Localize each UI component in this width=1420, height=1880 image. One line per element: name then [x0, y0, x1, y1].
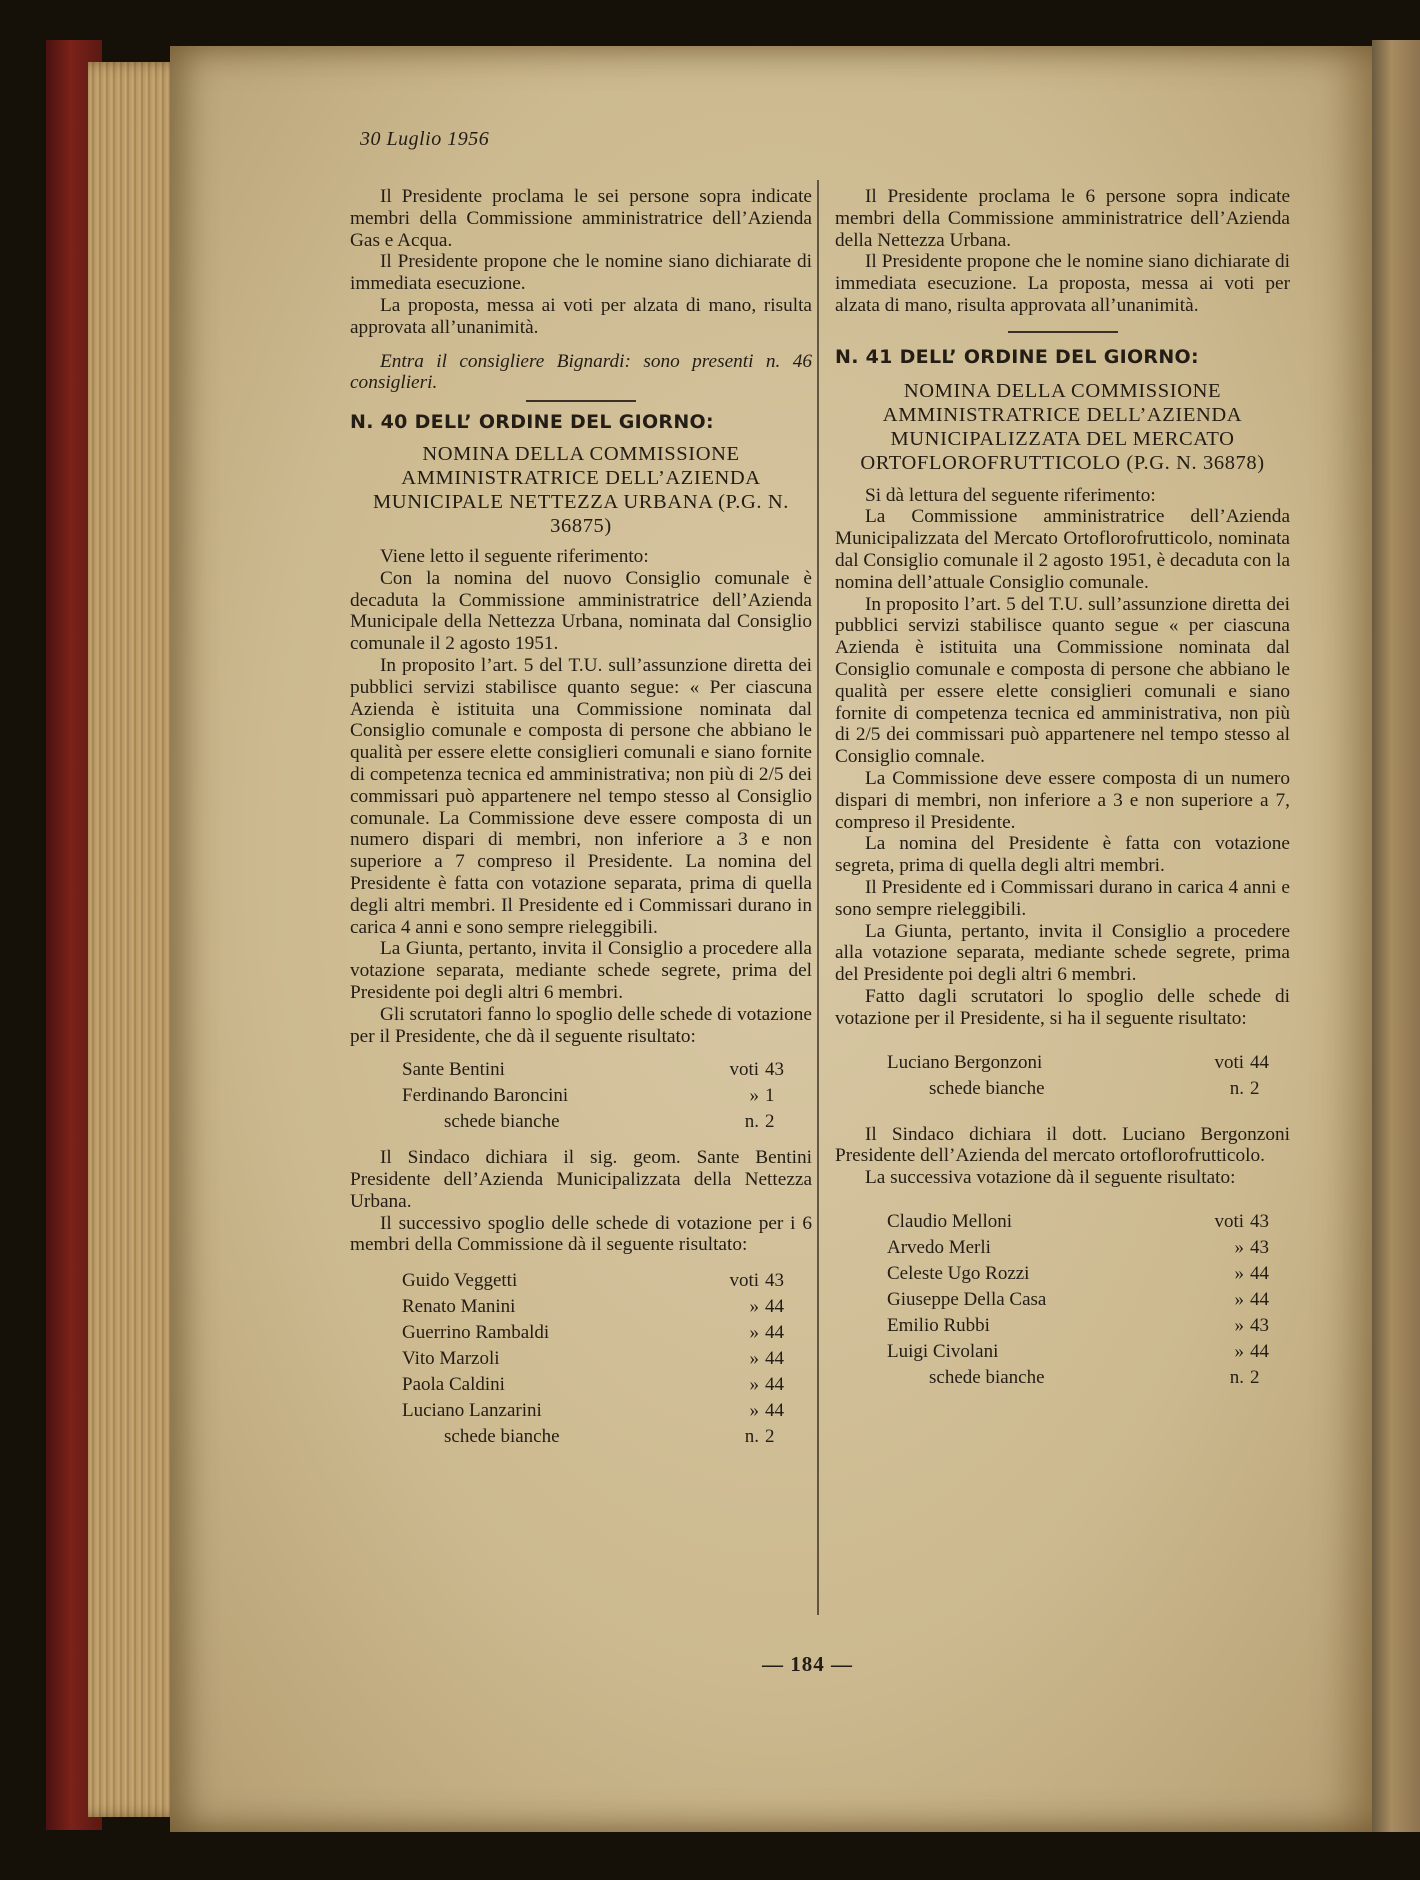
paragraph: Si dà lettura del seguente riferimento:: [865, 484, 1156, 506]
blank-ballots-prefix: n.: [744, 1111, 759, 1133]
vote-label: voti: [1214, 1210, 1244, 1232]
candidate-name: Emilio Rubbi: [887, 1314, 990, 1336]
candidate-name: Giuseppe Della Casa: [887, 1288, 1047, 1310]
section-heading: N. 41 DELL’ ORDINE DEL GIORNO:: [835, 345, 1199, 368]
paragraph: Il Presidente proclama le sei persone sopra indicate membri della Commissione amministratrice dell’Azienda Gas e Acqua.: [350, 186, 812, 251]
vote-row: [887, 1313, 1290, 1339]
blank-ballots-label: schede bianche: [929, 1077, 1045, 1099]
vote-label: voti: [729, 1270, 759, 1292]
blank-ballots-count: 2: [1250, 1077, 1260, 1099]
vote-label: »: [1234, 1262, 1244, 1284]
blank-ballots-count: 2: [765, 1111, 775, 1133]
vote-label: »: [1234, 1288, 1244, 1310]
vote-count: 43: [1250, 1236, 1269, 1258]
candidate-name: Renato Manini: [402, 1296, 516, 1318]
section-title: NOMINA DELLA COMMISSIONE AMMINISTRATRICE DELL’AZIENDA MUNICIPALIZZATA DEL MERCATO ORTOFLOROFRUTTICOLO (P.G. N. 36878): [860, 379, 1265, 474]
vote-count: 43: [765, 1270, 784, 1292]
vote-label: »: [1234, 1340, 1244, 1362]
paragraph: Il Sindaco dichiara il dott. Luciano Bergonzoni Presidente dell’Azienda del mercato ortoflorofrutticolo.: [835, 1123, 1290, 1167]
candidate-name: Luigi Civolani: [887, 1340, 999, 1362]
blank-ballots-row: [887, 1076, 1290, 1102]
section-heading: N. 40 DELL’ ORDINE DEL GIORNO:: [350, 411, 714, 434]
candidate-name: Arvedo Merli: [887, 1236, 991, 1258]
vote-label: voti: [729, 1059, 759, 1081]
vote-row: [887, 1261, 1290, 1287]
paragraph: Fatto dagli scrutatori lo spoglio delle schede di votazione per il Presidente, si ha il seguente risultato:: [835, 985, 1290, 1029]
vote-row: [402, 1320, 805, 1346]
vote-count: 43: [1250, 1210, 1269, 1232]
blank-ballots-row: [887, 1365, 1290, 1391]
candidate-name: Luciano Lanzarini: [402, 1400, 542, 1422]
vote-count: 44: [765, 1374, 784, 1396]
vote-count: 44: [765, 1322, 784, 1344]
blank-ballots-count: 2: [765, 1426, 775, 1448]
page-number: — 184 —: [762, 1652, 853, 1676]
blank-ballots-prefix: n.: [1229, 1366, 1244, 1388]
paragraph: Il Sindaco dichiara il sig. geom. Sante Bentini Presidente dell’Azienda Municipalizzata della Nettezza Urbana.: [350, 1147, 812, 1212]
paragraph: La Commissione deve essere composta di un numero dispari di membri, non inferiore a 3 e non superiore a 7, compreso il Presidente.: [835, 767, 1290, 833]
paragraph: Il successivo spoglio delle schede di votazione per i 6 membri della Commissione dà il seguente risultato:: [350, 1212, 812, 1256]
blank-ballots-row: [402, 1109, 805, 1135]
section-title: NOMINA DELLA COMMISSIONE AMMINISTRATRICE DELL’AZIENDA MUNICIPALE NETTEZZA URBANA (P.G. N. 36875): [372, 442, 789, 537]
vote-row: [887, 1235, 1290, 1261]
vote-label: »: [1234, 1236, 1244, 1258]
paragraph: La nomina del Presidente è fatta con votazione segreta, prima di quella degli altri membri.: [835, 833, 1290, 877]
candidate-name: Paola Caldini: [402, 1374, 505, 1396]
vote-count: 44: [1250, 1051, 1269, 1073]
vote-row: [402, 1057, 805, 1083]
vote-label: »: [749, 1085, 759, 1107]
left-column: [350, 186, 812, 1450]
vote-count: 43: [765, 1059, 784, 1081]
member-vote-table: [887, 1209, 1290, 1391]
vote-count: 44: [765, 1348, 784, 1370]
vote-count: 44: [1250, 1262, 1269, 1284]
vote-label: »: [749, 1296, 759, 1318]
candidate-name: Ferdinando Baroncini: [402, 1085, 569, 1107]
president-vote-table: [402, 1057, 805, 1135]
candidate-name: Claudio Melloni: [887, 1210, 1013, 1232]
paragraph: Con la nomina del nuovo Consiglio comunale è decaduta la Commissione amministratrice dell’Azienda Municipale della Nettezza Urbana, nominata dal Consiglio comunale il 2 agosto 1951.: [350, 567, 812, 655]
vote-row: [887, 1050, 1290, 1076]
paragraph: Il Presidente propone che le nomine siano dichiarate di immediata esecuzione. La proposta, messa ai voti per alzata di mano, risulta approvata all’unanimità.: [835, 251, 1290, 316]
paragraph: La Commissione amministratrice dell’Azienda Municipalizzata del Mercato Ortoflorofrutticolo, nominata dal Consiglio comunale il 2 agosto 1951, è decaduta con la nomina dell’attuale Consiglio comunale.: [835, 506, 1290, 593]
vote-label: voti: [1214, 1051, 1244, 1073]
blank-ballots-count: 2: [1250, 1366, 1260, 1388]
candidate-name: Guerrino Rambaldi: [402, 1322, 550, 1344]
vote-label: »: [1234, 1314, 1244, 1336]
vote-row: [402, 1398, 805, 1424]
vote-count: 1: [765, 1085, 775, 1107]
section-rule: [526, 400, 636, 402]
vote-count: 44: [765, 1400, 784, 1422]
candidate-name: Celeste Ugo Rozzi: [887, 1262, 1030, 1284]
vote-row: [402, 1372, 805, 1398]
page-header-date: 30 Luglio 1956: [360, 128, 490, 150]
vote-row: [402, 1294, 805, 1320]
paragraph: La Giunta, pertanto, invita il Consiglio a procedere alla votazione separata, mediante schede segrete, prima del Presidente poi degli altri 6 membri.: [835, 920, 1290, 986]
vote-count: 43: [1250, 1314, 1269, 1336]
member-vote-table: [402, 1268, 805, 1450]
vote-count: 44: [1250, 1340, 1269, 1362]
vote-label: »: [749, 1348, 759, 1370]
blank-ballots-label: schede bianche: [444, 1111, 560, 1133]
vote-row: [887, 1339, 1290, 1365]
vote-row: [402, 1083, 805, 1109]
vote-count: 44: [1250, 1288, 1269, 1310]
candidate-name: Luciano Bergonzoni: [887, 1051, 1043, 1073]
paragraph: In proposito l’art. 5 del T.U. sull’assunzione diretta dei pubblici servizi stabilisce quanto segue « per ciascuna Azienda è istituita una Commissione nominata dal Consiglio comunale e composta di persone che abbiano le qualità per essere elette consiglieri comunali e siano fornite di competenza tecnica ed amministrativa, non più di 2/5 dei commissari può appartenere nel tempo stesso al Consiglio comnale.: [835, 593, 1290, 768]
blank-ballots-prefix: n.: [1229, 1077, 1244, 1099]
blank-ballots-label: schede bianche: [444, 1426, 560, 1448]
vote-row: [402, 1346, 805, 1372]
paragraph: Il Presidente propone che le nomine siano dichiarate di immediata esecuzione.: [350, 251, 812, 295]
blank-ballots-prefix: n.: [744, 1426, 759, 1448]
vote-label: »: [749, 1374, 759, 1396]
vote-row: [887, 1287, 1290, 1313]
paragraph: Il Presidente ed i Commissari durano in carica 4 anni e sono sempre rieleggibili.: [835, 876, 1290, 920]
candidate-name: Guido Veggetti: [402, 1270, 518, 1292]
section-rule: [1008, 331, 1118, 333]
blank-ballots-row: [402, 1424, 805, 1450]
paragraph: Il Presidente proclama le 6 persone sopra indicate membri della Commissione amministratrice dell’Azienda della Nettezza Urbana.: [835, 186, 1290, 251]
right-column: [835, 186, 1290, 1391]
vote-label: »: [749, 1400, 759, 1422]
vote-count: 44: [765, 1296, 784, 1318]
paragraph: La proposta, messa ai voti per alzata di mano, risulta approvata all’unanimità.: [350, 294, 812, 338]
vote-label: »: [749, 1322, 759, 1344]
president-vote-table: [887, 1050, 1290, 1102]
italic-note: Entra il consigliere Bignardi: sono presenti n. 46 consiglieri.: [350, 350, 812, 394]
paragraph: In proposito l’art. 5 del T.U. sull’assunzione diretta dei pubblici servizi stabilisce quanto segue: « Per ciascuna Azienda è istituita una Commissione nominata dal Consiglio comunale e composta di persone che abbiano le qualità per essere elette consiglieri comunali e siano fornite di competenza tecnica ed amministrativa; non più di 2/5 dei commissari può appartenere nel tempo stesso al Consiglio comunale. La Commissione deve essere composta di un numero dispari di membri, non inferiore a 3 e non superiore a 7 compreso il Presidente. La nomina del Presidente è fatta con votazione separata, prima di quella degli altri membri. Il Presidente ed i Commissari durano in carica 4 anni e sono sempre rieleggibili.: [350, 654, 812, 938]
column-divider: [817, 180, 819, 1615]
candidate-name: Sante Bentini: [402, 1059, 505, 1081]
next-page-edge: [1372, 40, 1420, 1832]
blank-ballots-label: schede bianche: [929, 1366, 1045, 1388]
paragraph: Viene letto il seguente riferimento:: [380, 545, 649, 567]
vote-row: [887, 1209, 1290, 1235]
candidate-name: Vito Marzoli: [402, 1348, 500, 1370]
paragraph: La successiva votazione dà il seguente risultato:: [865, 1167, 1236, 1189]
vote-row: [402, 1268, 805, 1294]
paragraph: La Giunta, pertanto, invita il Consiglio a procedere alla votazione separata, mediante schede segrete, prima del Presidente poi degli altri 6 membri.: [350, 938, 812, 1003]
paragraph: Gli scrutatori fanno lo spoglio delle schede di votazione per il Presidente, che dà il seguente risultato:: [350, 1003, 812, 1047]
